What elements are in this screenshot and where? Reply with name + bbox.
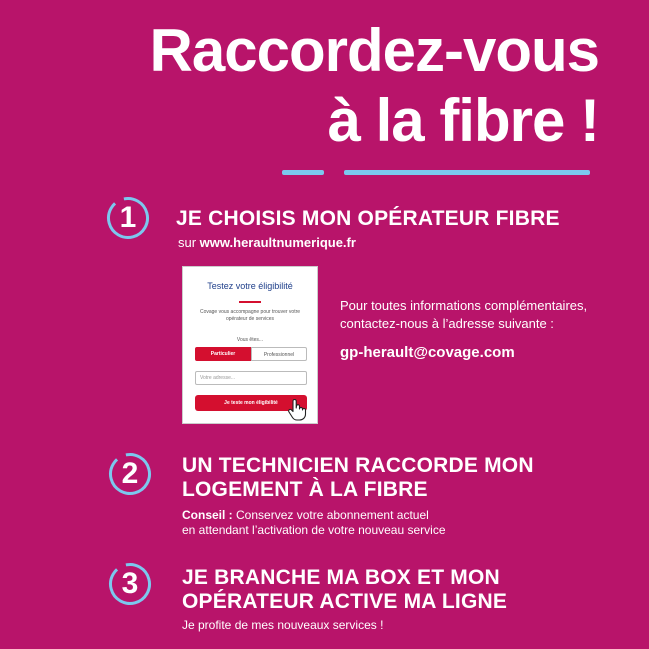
step-3-title-line1: JE BRANCHE MA BOX ET MON [182,566,500,589]
contact-email-link[interactable]: gp-herault@covage.com [340,344,515,361]
accent-bar-right [344,170,590,175]
step-2-tip-line1 [182,508,446,523]
contact-info [340,297,587,333]
tip-label: Conseil : [182,508,233,522]
step-1-number: 1 [119,201,137,234]
hand-cursor-icon [287,399,307,426]
eligibility-card [182,266,318,424]
headline-line2: à la fibre ! [327,87,599,154]
step-3-circle-icon [108,562,152,606]
contact-line-2: contactez-nous à l’adresse suivante : [340,316,554,331]
headline-line1: Raccordez-vous [149,17,599,84]
step-3-title [182,566,507,614]
step-2-circle-icon [108,452,152,496]
step-1-sub-prefix: sur [178,235,200,250]
step-2-tip [182,508,446,538]
step-2-title [182,454,534,502]
tip-text-1: Conservez votre abonnement actuel [232,508,429,522]
test-eligibility-button[interactable]: Je teste mon éligibilité [195,395,307,411]
website-link[interactable]: www.heraultnumerique.fr [199,235,356,250]
card-divider [239,301,261,303]
contact-line-1: Pour toutes informations complémentaires, [340,298,588,313]
card-you-are-label: Vous êtes... [236,337,264,343]
step-1-circle-icon [106,196,150,240]
accent-bar-left [282,170,324,175]
step-3-number: 3 [121,567,139,600]
step-1-title: JE CHOISIS MON OPÉRATEUR FIBRE [176,207,560,230]
step-2-tip-line2: en attendant l’activation de votre nouveau service [182,523,446,537]
step-3-title-line2: OPÉRATEUR ACTIVE MA LIGNE [182,590,508,613]
step-2-title-line1: UN TECHNICIEN RACCORDE MON [182,454,534,477]
step-1-subtitle [178,235,356,251]
step-2-number: 2 [121,457,139,490]
option-individual-button[interactable]: Particulier [195,347,251,361]
card-title: Testez votre éligibilité [207,281,293,291]
step-3-subtitle: Je profite de mes nouveaux services ! [182,618,384,632]
option-professional-button[interactable]: Professionnel [251,347,307,361]
step-2-title-line2: LOGEMENT À LA FIBRE [182,478,428,501]
address-input[interactable]: Votre adresse... [195,371,307,385]
card-description: Covage vous accompagne pour trouver votre opérateur de services [199,309,301,322]
